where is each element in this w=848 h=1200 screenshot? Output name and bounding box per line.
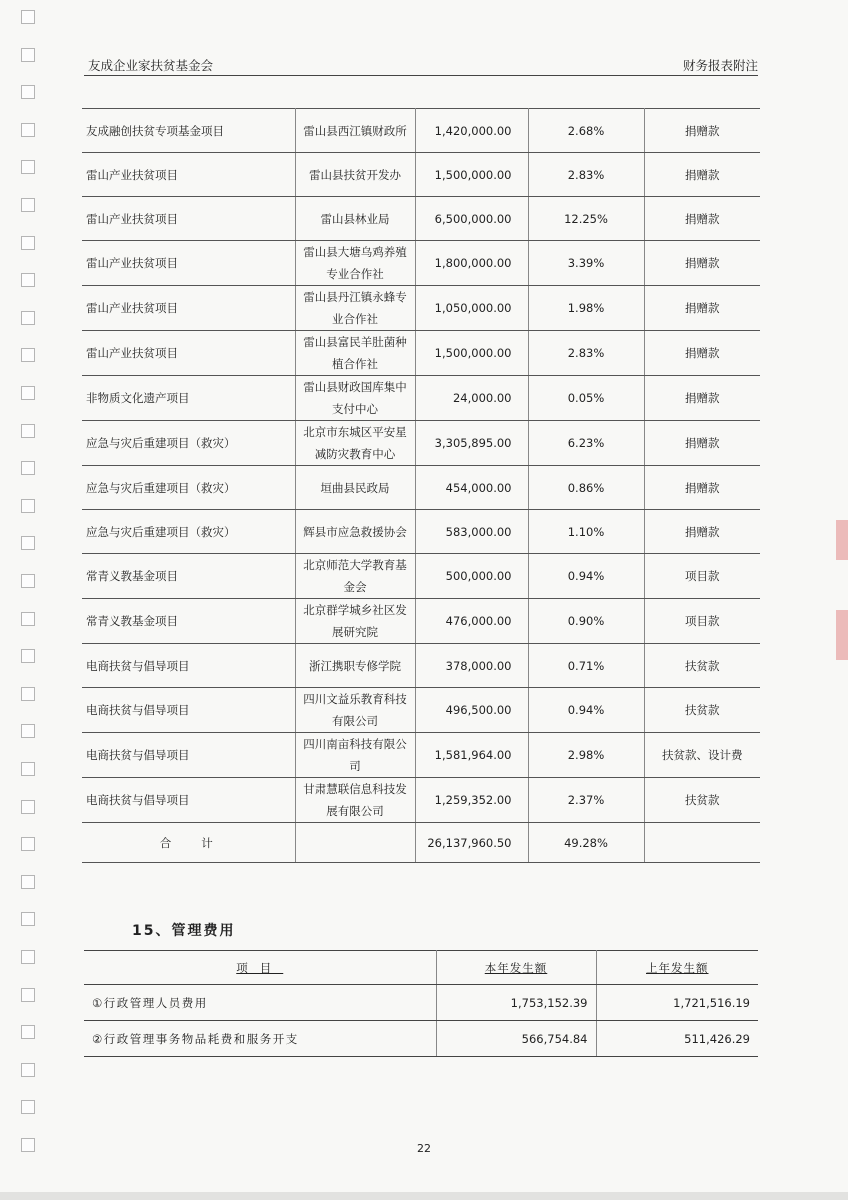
cell-org: 甘肃慧联信息科技发展有限公司 [295,778,415,823]
cell-type: 捐赠款 [644,197,760,241]
admin-row [84,1021,758,1057]
binding-hole [21,499,35,513]
cell-amount: 378,000.00 [415,644,528,688]
cell-type: 捐赠款 [644,286,760,331]
cell-percent: 1.98% [528,286,644,331]
cell-project: 雷山产业扶贫项目 [82,331,295,376]
table-row [82,466,760,510]
binding-hole [21,1100,35,1114]
cell-amount: 3,305,895.00 [415,421,528,466]
section-title: 15、管理费用 [132,923,236,939]
cell-org: 四川南亩科技有限公司 [295,733,415,778]
binding-hole [21,724,35,738]
cell-amount: 583,000.00 [415,510,528,554]
cell-amount: 26,137,960.50 [415,823,528,863]
cell-type: 扶贫款 [644,778,760,823]
cell-amount: 1,800,000.00 [415,241,528,286]
cell-type: 扶贫款 [644,644,760,688]
binding-hole [21,10,35,24]
cell-project: 非物质文化遗产项目 [82,376,295,421]
admin-cell-item: ①行政管理人员费用 [84,985,436,1021]
cell-org: 四川文益乐教育科技有限公司 [295,688,415,733]
cell-percent: 0.94% [528,554,644,599]
cell-org: 北京师范大学教育基金会 [295,554,415,599]
table-row [82,421,760,466]
cell-amount: 1,581,964.00 [415,733,528,778]
cell-project: 常青义教基金项目 [82,599,295,644]
cell-org: 雷山县林业局 [295,197,415,241]
cell-percent: 2.83% [528,153,644,197]
cell-org: 雷山县丹江镇永蜂专业合作社 [295,286,415,331]
cell-project: 合计 [82,823,295,863]
cell-percent: 6.23% [528,421,644,466]
cell-percent: 0.86% [528,466,644,510]
cell-type: 捐赠款 [644,153,760,197]
binding-hole [21,800,35,814]
cell-org: 北京群学城乡社区发展研究院 [295,599,415,644]
cell-amount: 496,500.00 [415,688,528,733]
admin-cell-current: 566,754.84 [436,1021,596,1057]
binding-hole [21,875,35,889]
cell-org: 雷山县大塘乌鸡养殖专业合作社 [295,241,415,286]
admin-cell-prior: 1,721,516.19 [596,985,758,1021]
binding-hole [21,424,35,438]
header-doc-title: 财务报表附注 [682,58,758,73]
cell-project: 应急与灾后重建项目（救灾） [82,466,295,510]
cell-type: 扶贫款 [644,688,760,733]
binding-hole [21,236,35,250]
cell-percent: 12.25% [528,197,644,241]
table-row [82,733,760,778]
red-stamp-edge [836,520,848,560]
cell-percent: 1.10% [528,510,644,554]
cell-type: 捐赠款 [644,466,760,510]
binding-hole [21,837,35,851]
cell-percent: 2.83% [528,331,644,376]
cell-org: 北京市东城区平安星减防灾教育中心 [295,421,415,466]
cell-amount: 1,500,000.00 [415,331,528,376]
cell-project: 雷山产业扶贫项目 [82,286,295,331]
binding-hole [21,461,35,475]
admin-cell-current: 1,753,152.39 [436,985,596,1021]
cell-amount: 1,500,000.00 [415,153,528,197]
cell-project: 雷山产业扶贫项目 [82,153,295,197]
cell-type: 项目款 [644,554,760,599]
binding-hole [21,85,35,99]
binding-hole [21,123,35,137]
cell-org [295,823,415,863]
cell-project: 常青义教基金项目 [82,554,295,599]
cell-percent: 49.28% [528,823,644,863]
cell-org: 雷山县财政国库集中支付中心 [295,376,415,421]
table-row [82,510,760,554]
binding-hole [21,612,35,626]
binding-hole [21,160,35,174]
cell-amount: 454,000.00 [415,466,528,510]
cell-amount: 24,000.00 [415,376,528,421]
table-row [82,109,760,153]
cell-type: 项目款 [644,599,760,644]
cell-project: 电商扶贫与倡导项目 [82,778,295,823]
cell-org: 垣曲县民政局 [295,466,415,510]
binding-hole [21,1025,35,1039]
header-item: 项目 [84,951,436,985]
cell-percent: 2.37% [528,778,644,823]
table-row [82,241,760,286]
cell-amount: 1,050,000.00 [415,286,528,331]
binding-hole [21,574,35,588]
table-row [82,599,760,644]
binding-hole [21,273,35,287]
cell-project: 应急与灾后重建项目（救灾） [82,510,295,554]
cell-project: 应急与灾后重建项目（救灾） [82,421,295,466]
binding-hole [21,950,35,964]
admin-cell-item: ②行政管理事务物品耗费和服务开支 [84,1021,436,1057]
red-stamp-edge [836,610,848,660]
header-rule [84,75,758,76]
table-row [82,554,760,599]
page-header [84,52,758,74]
cell-project: 雷山产业扶贫项目 [82,241,295,286]
binding-margin [18,10,40,1170]
admin-header-row [84,951,758,985]
cell-percent: 2.68% [528,109,644,153]
cell-org: 雷山县富民羊肚菌种植合作社 [295,331,415,376]
header-prior-year: 上年发生额 [596,951,758,985]
cell-type: 捐赠款 [644,331,760,376]
table-row [82,153,760,197]
table-row [82,688,760,733]
admin-row [84,985,758,1021]
cell-percent: 0.94% [528,688,644,733]
cell-amount: 476,000.00 [415,599,528,644]
cell-project: 电商扶贫与倡导项目 [82,733,295,778]
binding-hole [21,48,35,62]
cell-type [644,823,760,863]
cell-project: 友成融创扶贫专项基金项目 [82,109,295,153]
cell-org: 浙江携职专修学院 [295,644,415,688]
binding-hole [21,536,35,550]
cell-project: 雷山产业扶贫项目 [82,197,295,241]
table-row [82,286,760,331]
cell-project: 电商扶贫与倡导项目 [82,644,295,688]
cell-amount: 500,000.00 [415,554,528,599]
cell-type: 捐赠款 [644,376,760,421]
cell-org: 辉县市应急救援协会 [295,510,415,554]
cell-percent: 0.90% [528,599,644,644]
cell-amount: 1,259,352.00 [415,778,528,823]
cell-percent: 0.05% [528,376,644,421]
page-number: 22 [417,1142,431,1155]
binding-hole [21,687,35,701]
cell-percent: 3.39% [528,241,644,286]
donations-table [82,108,760,863]
cell-amount: 1,420,000.00 [415,109,528,153]
table-row [82,376,760,421]
binding-hole [21,348,35,362]
binding-hole [21,988,35,1002]
cell-type: 扶贫款、设计费 [644,733,760,778]
binding-hole [21,762,35,776]
binding-hole [21,912,35,926]
cell-type: 捐赠款 [644,510,760,554]
binding-hole [21,198,35,212]
table-row [82,197,760,241]
cell-percent: 2.98% [528,733,644,778]
total-row [82,823,760,863]
table-row [82,778,760,823]
cell-type: 捐赠款 [644,421,760,466]
binding-hole [21,386,35,400]
admin-cell-prior: 511,426.29 [596,1021,758,1057]
header-current-year: 本年发生额 [436,951,596,985]
admin-expense-table [84,950,758,1057]
binding-hole [21,1063,35,1077]
table-row [82,331,760,376]
cell-amount: 6,500,000.00 [415,197,528,241]
cell-percent: 0.71% [528,644,644,688]
binding-hole [21,311,35,325]
table-row [82,644,760,688]
cell-type: 捐赠款 [644,241,760,286]
binding-hole [21,649,35,663]
page-bottom-edge [0,1192,848,1200]
header-org-name: 友成企业家扶贫基金会 [88,58,214,73]
cell-org: 雷山县扶贫开发办 [295,153,415,197]
cell-org: 雷山县西江镇财政所 [295,109,415,153]
cell-project: 电商扶贫与倡导项目 [82,688,295,733]
cell-type: 捐赠款 [644,109,760,153]
